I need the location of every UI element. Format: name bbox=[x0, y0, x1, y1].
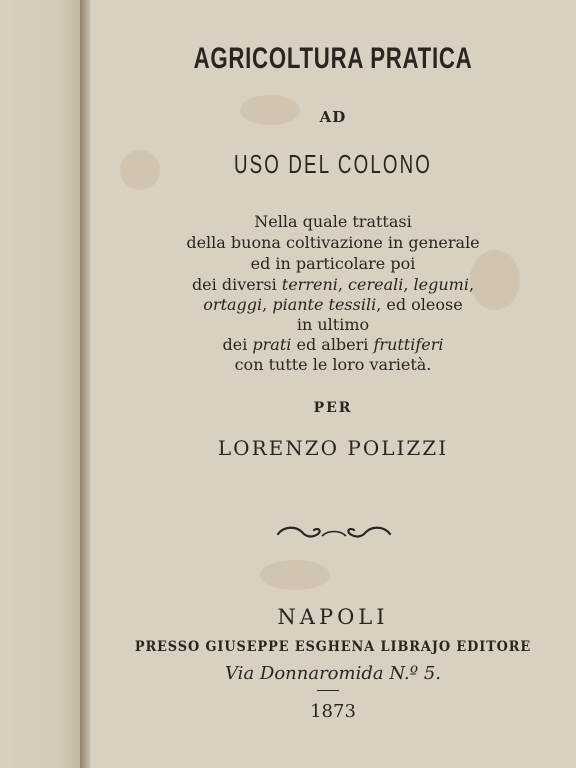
publication-year: 1873 bbox=[310, 701, 356, 722]
publication-city: NAPOLI bbox=[277, 605, 389, 629]
description-line-7: dei prati ed alberi fruttiferi bbox=[222, 335, 444, 354]
description-line-3: ed in particolare poi bbox=[250, 254, 416, 273]
description-line-8: con tutte le loro varietà. bbox=[234, 355, 432, 374]
publisher-address: Via Donnaromida N.º 5. bbox=[225, 663, 441, 684]
author-name: LORENZO POLIZZI bbox=[217, 436, 449, 460]
description-line-5: ortaggi, piante tessili, ed oleose bbox=[203, 295, 463, 314]
title-page bbox=[90, 0, 576, 768]
left-page bbox=[0, 0, 86, 768]
description-line-2: della buona coltivazione in generale bbox=[186, 233, 480, 252]
ornament-icon bbox=[274, 522, 394, 546]
publisher: PRESSO GIUSEPPE ESGHENA LIBRAJO EDITORE bbox=[134, 639, 532, 655]
per-label: PER bbox=[313, 400, 353, 416]
description-line-4: dei diversi terreni, cereali, legumi, bbox=[191, 275, 475, 294]
book-title: AGRICOLTURA PRATICA bbox=[193, 42, 473, 75]
preposition-ad: AD bbox=[319, 108, 347, 126]
description-line-1: Nella quale trattasi bbox=[254, 212, 412, 231]
divider bbox=[317, 690, 339, 691]
book-subtitle: USO DEL COLONO bbox=[233, 149, 433, 179]
description-line-6: in ultimo bbox=[296, 315, 370, 334]
